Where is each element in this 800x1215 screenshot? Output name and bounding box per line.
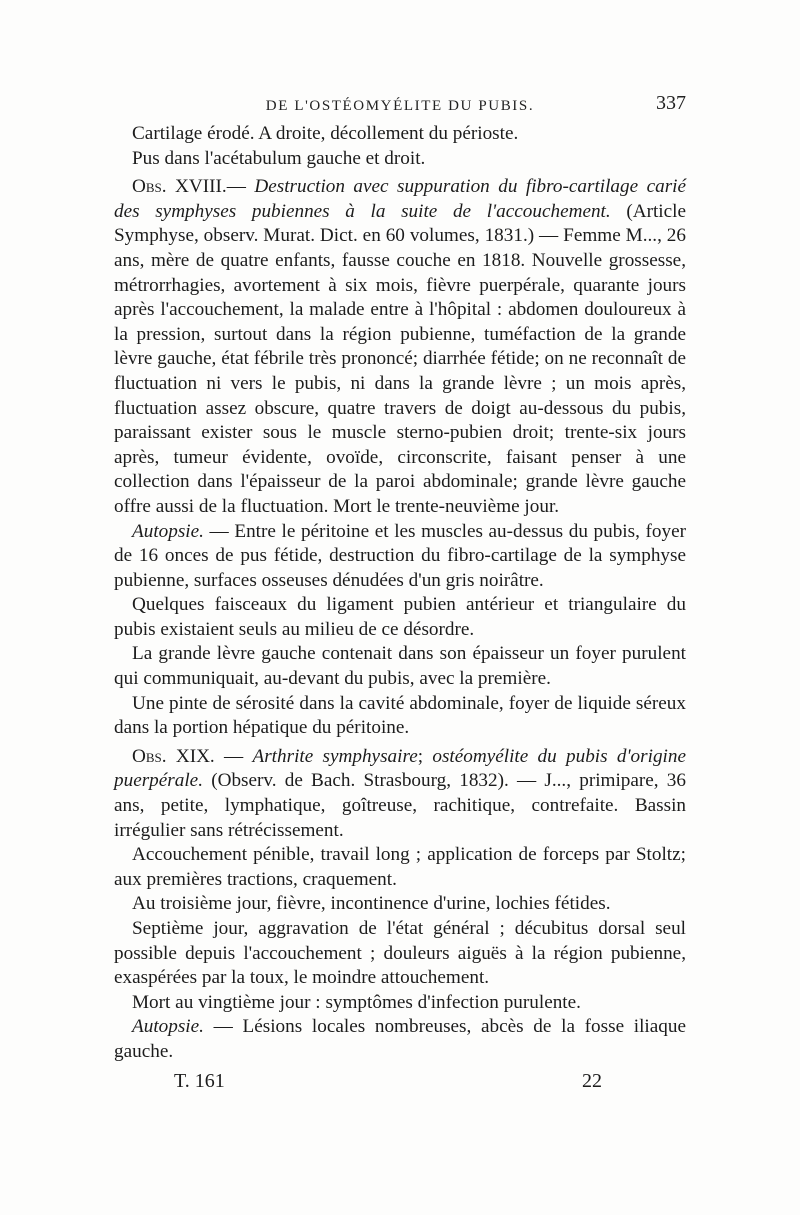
observation-body: (Observ. de Bach. Strasbourg, 1832). — J..., primipare, 36 ans, petite, lymphatique, goîtreuse, rachitique, contrefaite. Bassin irrégulier sans rétrécissement.	[114, 770, 686, 841]
paragraph-text: Accouchement pénible, travail long ; application de forceps par Stoltz; aux premières tractions, craquement.	[114, 844, 686, 890]
observation-title-b: ostéomyélite du pubis d'origine puerpérale.	[114, 745, 686, 792]
autopsy-19	[114, 1015, 686, 1064]
signature-mark: 22	[582, 1069, 602, 1092]
dash: —	[214, 745, 253, 767]
observation-label: Obs. XVIII.	[132, 176, 227, 198]
paragraph-pus	[114, 147, 686, 172]
paragraph-levre	[114, 642, 686, 691]
running-header	[114, 94, 686, 122]
page-number: 337	[656, 92, 686, 114]
volume-mark: T. 161	[174, 1069, 225, 1092]
separator: ;	[417, 745, 433, 767]
autopsy-body: — Entre le péritoine et les muscles au-dessus du pubis, foyer de 16 onces de pus fétide, destruction du fibro-cartilage de la symphyse pubienne, surfaces osseuses dénudées d'un gris noirâtre.	[114, 520, 686, 591]
paragraph-mort	[114, 991, 686, 1016]
page-text	[114, 94, 686, 1095]
dash: —	[226, 176, 255, 198]
paragraph-text: Cartilage érodé. A droite, décollement du périoste.	[132, 123, 519, 144]
paragraph-text: Pus dans l'acétabulum gauche et droit.	[132, 147, 426, 169]
paragraph-septieme-jour	[114, 917, 686, 991]
paragraph-faisceaux	[114, 593, 686, 642]
paragraph-troisieme-jour	[114, 892, 686, 917]
observation-19	[114, 745, 686, 843]
paragraph-text: Une pinte de sérosité dans la cavité abdominale, foyer de liquide séreux dans la portion hépatique du péritoine.	[114, 692, 686, 739]
autopsy-label: Autopsie.	[132, 520, 204, 542]
observation-title: Destruction avec suppuration du fibro-cartilage carié des symphyses pubiennes à la suite de l'accouchement.	[114, 176, 687, 222]
observation-18	[114, 175, 686, 519]
running-title: DE L'OSTÉOMYÉLITE DU PUBIS.	[265, 98, 535, 114]
autopsy-label: Autopsie.	[132, 1016, 204, 1038]
paragraph-text: Septième jour, aggravation de l'état général ; décubitus dorsal seul possible depuis l'accouchement ; douleurs aiguës à la région pubienne, exaspérées par la toux, le moindre attouchement.	[114, 918, 686, 989]
autopsy-18	[114, 520, 686, 594]
page-footer	[114, 1069, 686, 1095]
observation-label: Obs. XIX.	[132, 745, 215, 767]
paragraph-cartilage	[114, 122, 686, 147]
paragraph-text: La grande lèvre gauche contenait dans son épaisseur un foyer purulent qui communiquait, au-devant du pubis, avec la première.	[114, 643, 686, 690]
paragraph-text: Mort au vingtième jour : symptômes d'infection purulente.	[132, 991, 581, 1013]
paragraph-text: Au troisième jour, fièvre, incontinence d'urine, lochies fétides.	[132, 893, 611, 915]
observation-title-a: Arthrite symphysaire	[252, 745, 418, 767]
observation-body: (Article Symphyse, observ. Murat. Dict. en 60 volumes, 1831.) — Femme M..., 26 ans, mère de quatre enfants, fausse couche en 1818. Nouvelle grossesse, métrorrhagies, avortement à six mois, fièvre puerpérale, quarante jours après l'accouchement, la malade entre à l'hôpital : abdomen douloureux à la pression, surtout dans la région pubienne, tuméfaction de la grande lèvre gauche, état fébrile très prononcé; diarrhée fétide; on ne reconnaît de fluctuation ni vers le pubis, ni dans la grande lèvre ; un mois après, fluctuation assez obscure, quatre travers de doigt au-dessous du pubis, paraissant exister sous le muscle sterno-pubien droit; trente-six jours après, tumeur évidente, ovoïde, circonscrite, faisant penser à une collection dans l'épaisseur de la paroi abdominale; grande lèvre gauche offre aussi de la fluctuation. Mort le trente-neuvième jour.	[114, 200, 686, 517]
paragraph-text: Quelques faisceaux du ligament pubien antérieur et triangulaire du pubis existaient seuls au milieu de ce désordre.	[114, 594, 686, 640]
paragraph-pinte	[114, 692, 686, 741]
paragraph-accouchement	[114, 843, 686, 892]
autopsy-body: — Lésions locales nombreuses, abcès de la fosse iliaque gauche.	[114, 1016, 686, 1062]
